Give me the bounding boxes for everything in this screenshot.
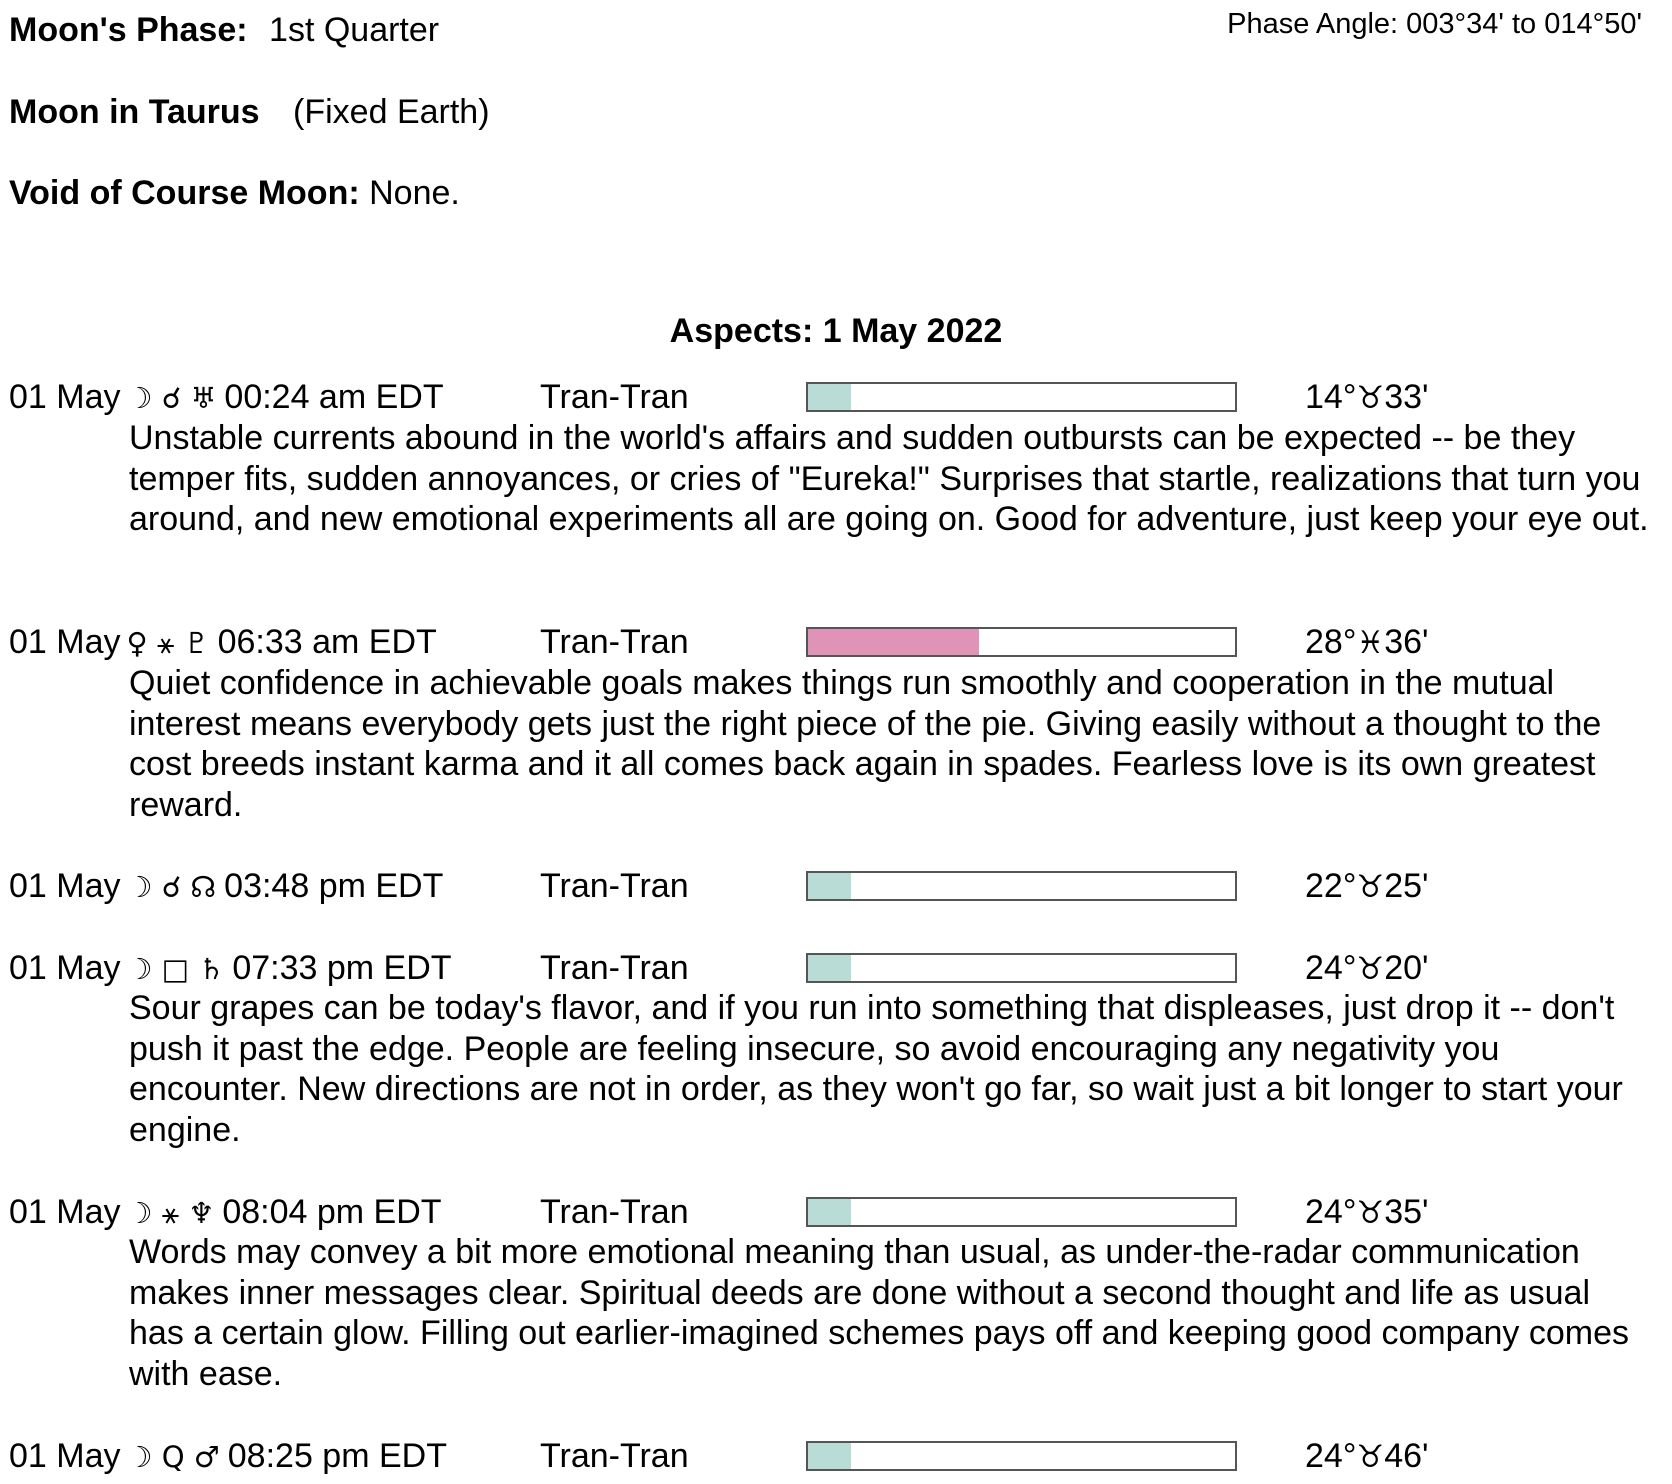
moon-sign-value: (Fixed Earth) <box>293 93 490 131</box>
aspect-row <box>9 948 689 989</box>
aspect-date: 01 May <box>9 1437 121 1475</box>
aspect-time: 08:25 pm EDT <box>227 1437 447 1475</box>
position-degree: 22° <box>1305 867 1357 905</box>
aspect-time: 07:33 pm EDT <box>232 949 452 987</box>
aspect-position <box>1305 377 1429 418</box>
aspect-position <box>1305 1436 1429 1477</box>
aspect-time: 03:48 pm EDT <box>224 867 444 905</box>
aspect-glyphs: ☽ ☌ ☊ <box>126 870 217 904</box>
taurus-glyph: ♉ <box>1356 1195 1385 1231</box>
aspect-type: Tran-Tran <box>540 867 689 905</box>
strength-bar <box>806 1197 1237 1227</box>
strength-bar-fill <box>808 1199 851 1225</box>
position-degree: 24° <box>1305 1437 1357 1475</box>
moon-sign-line <box>9 92 490 132</box>
taurus-glyph: ♉ <box>1356 380 1385 416</box>
moon-phase-value: 1st Quarter <box>269 11 440 49</box>
position-minute: 33' <box>1384 378 1429 416</box>
pisces-glyph: ♓ <box>1356 625 1385 661</box>
position-minute: 20' <box>1384 949 1429 987</box>
aspect-row <box>9 1436 689 1477</box>
void-of-course-value: None. <box>369 174 460 212</box>
position-degree: 24° <box>1305 1193 1357 1231</box>
position-degree: 24° <box>1305 949 1357 987</box>
aspect-glyphs: ☽ □ ♄ <box>126 952 225 986</box>
strength-bar-fill <box>808 955 851 981</box>
position-minute: 36' <box>1384 623 1429 661</box>
aspect-type: Tran-Tran <box>540 949 689 987</box>
aspect-type: Tran-Tran <box>540 1437 689 1475</box>
position-minute: 25' <box>1384 867 1429 905</box>
aspect-position <box>1305 866 1429 907</box>
aspect-row <box>9 377 689 418</box>
aspect-time: 08:04 pm EDT <box>222 1193 442 1231</box>
aspect-date: 01 May <box>9 949 121 987</box>
position-degree: 28° <box>1305 623 1357 661</box>
position-minute: 46' <box>1384 1437 1429 1475</box>
aspect-description: Words may convey a bit more emotional meaning than usual, as under-the-radar communication makes inner messages clear. Spiritual deeds are done without a second thought and life as usual has a certain glow. Filling out earlier-imagined schemes pays off and keeping good company comes with ease. <box>129 1233 1629 1393</box>
aspect-date: 01 May <box>9 378 121 416</box>
strength-bar <box>806 382 1237 412</box>
strength-bar-fill <box>808 384 851 410</box>
aspect-row <box>9 1192 689 1233</box>
strength-bar-fill <box>808 873 851 899</box>
aspect-glyphs: ☽ ⚹ ♆ <box>126 1196 215 1230</box>
phase-angle: Phase Angle: 003°34' to 014°50' <box>1227 8 1642 40</box>
aspect-position <box>1305 1192 1429 1233</box>
aspect-row <box>9 622 689 663</box>
strength-bar <box>806 953 1237 983</box>
aspect-description: Sour grapes can be today's flavor, and if you run into something that displeases, just drop it -- don't push it past the edge. People are feeling insecure, so avoid encouraging any negativity you encounter. New directions are not in order, as they won't go far, so wait just a bit longer to start your engine. <box>129 989 1623 1149</box>
aspect-description: Unstable currents abound in the world's affairs and sudden outbursts can be expected -- be they temper fits, sudden annoyances, or cries of "Eureka!" Surprises that startle, realizations that turn you around, and new emotional experiments all are going on. Good for adventure, just keep your eye out. <box>129 419 1649 538</box>
aspects-title: Aspects: 1 May 2022 <box>669 312 1003 350</box>
aspect-type: Tran-Tran <box>540 623 689 661</box>
aspect-date: 01 May <box>9 623 121 661</box>
aspect-type: Tran-Tran <box>540 378 689 416</box>
strength-bar <box>806 1441 1237 1471</box>
taurus-glyph: ♉ <box>1356 951 1385 987</box>
aspect-time: 00:24 am EDT <box>224 378 444 416</box>
taurus-glyph: ♉ <box>1356 869 1385 905</box>
aspect-type: Tran-Tran <box>540 1193 689 1231</box>
strength-bar-fill <box>808 629 979 655</box>
position-minute: 35' <box>1384 1193 1429 1231</box>
aspect-glyphs: ☽ Q ♂ <box>126 1440 220 1474</box>
aspect-position <box>1305 622 1429 663</box>
aspect-row <box>9 866 689 907</box>
aspect-time: 06:33 am EDT <box>217 623 437 661</box>
strength-bar <box>806 627 1237 657</box>
void-of-course-line <box>9 173 460 213</box>
taurus-glyph: ♉ <box>1356 1439 1385 1475</box>
void-of-course-label: Void of Course Moon: <box>9 174 360 212</box>
moon-sign-label: Moon in Taurus <box>9 93 260 131</box>
position-degree: 14° <box>1305 378 1357 416</box>
aspect-glyphs: ☽ ☌ ♅ <box>126 381 217 415</box>
aspect-date: 01 May <box>9 1193 121 1231</box>
moon-phase-line <box>9 10 439 50</box>
aspect-description: Quiet confidence in achievable goals makes things run smoothly and cooperation in the mutual interest means everybody gets just the right piece of the pie. Giving easily without a thought to the cost breeds instant karma and it all comes back again in spades. Fearless love is its own greatest reward. <box>129 664 1602 824</box>
strength-bar <box>806 871 1237 901</box>
aspect-position <box>1305 948 1429 989</box>
strength-bar-fill <box>808 1443 851 1469</box>
aspect-glyphs: ♀ ⚹ ♇ <box>126 626 210 660</box>
moon-phase-label: Moon's Phase: <box>9 11 248 49</box>
aspect-date: 01 May <box>9 867 121 905</box>
